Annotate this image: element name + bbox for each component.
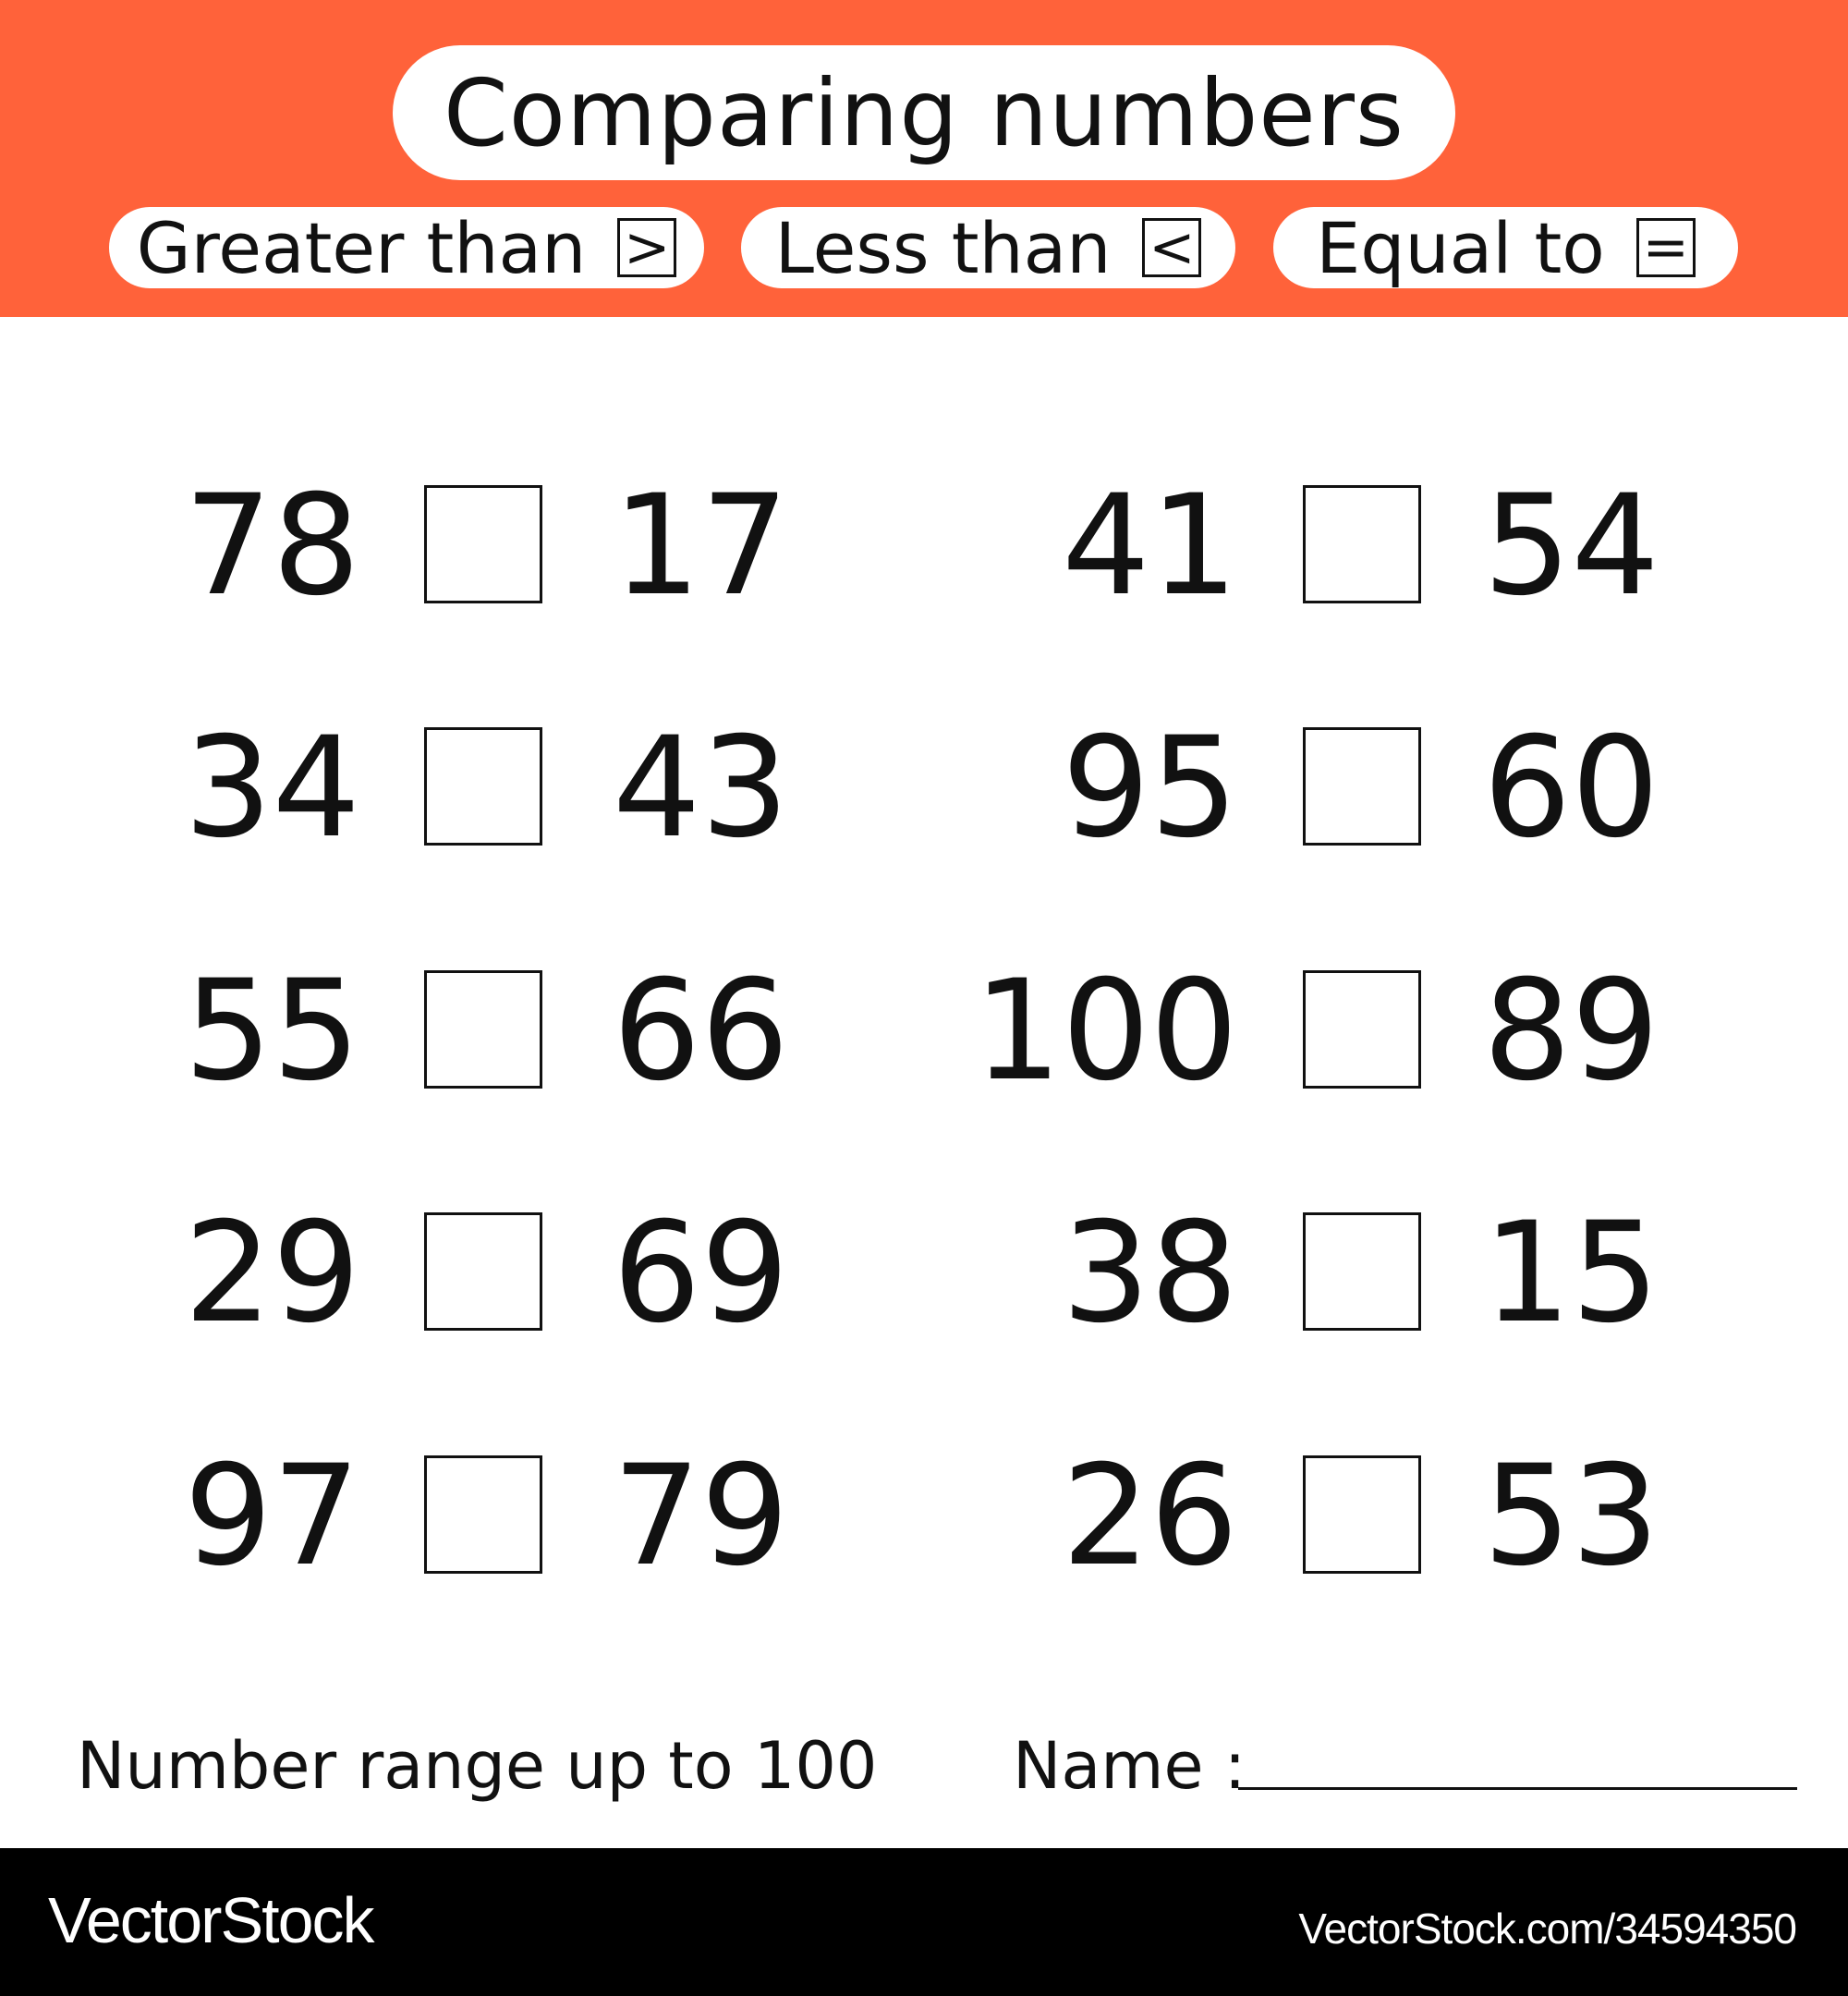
answer-box[interactable] [424,1455,542,1574]
problem-row [924,1193,1848,1354]
legend-label: Greater than [136,206,587,289]
left-number: 78 [184,466,360,627]
name-label: Name : [1013,1728,1246,1804]
problem-row [0,951,924,1112]
number-range-caption: Number range up to 100 [77,1728,878,1804]
problem-row [0,708,924,869]
left-number: 34 [184,708,360,869]
left-number: 97 [184,1436,360,1597]
name-answer-line[interactable] [1238,1787,1797,1790]
right-number: 43 [613,708,789,869]
right-number: 15 [1483,1193,1660,1354]
right-number: 69 [613,1193,789,1354]
left-number: 38 [1062,1193,1238,1354]
left-number: 95 [1062,708,1238,869]
problem-row [0,1436,924,1597]
greater-than-symbol: > [617,218,676,277]
equal-to-symbol: = [1636,218,1696,277]
title-pill [393,45,1455,180]
legend-label: Less than [774,206,1112,289]
right-number: 54 [1483,466,1660,627]
legend-greater-than [109,207,704,288]
left-number: 41 [1062,466,1238,627]
left-number: 29 [184,1193,360,1354]
right-number: 79 [613,1436,789,1597]
problem-row [924,951,1848,1112]
answer-box[interactable] [1303,970,1421,1089]
answer-box[interactable] [424,727,542,846]
left-number: 26 [1062,1436,1238,1597]
left-number: 55 [184,951,360,1112]
answer-box[interactable] [1303,727,1421,846]
problem-row [0,1193,924,1354]
legend-label: Equal to [1316,206,1605,289]
left-number: 100 [973,951,1238,1112]
problem-row [0,466,924,627]
legend-less-than [741,207,1235,288]
answer-box[interactable] [424,970,542,1089]
right-number: 17 [613,466,789,627]
answer-box[interactable] [1303,485,1421,603]
answer-box[interactable] [1303,1455,1421,1574]
header-banner [0,0,1848,317]
problem-row [924,466,1848,627]
right-number: 60 [1483,708,1660,869]
right-number: 66 [613,951,789,1112]
answer-box[interactable] [1303,1212,1421,1331]
problem-row [924,1436,1848,1597]
answer-box[interactable] [424,485,542,603]
watermark-logo: VectorStock [48,1884,373,1956]
less-than-symbol: < [1142,218,1201,277]
right-number: 53 [1483,1436,1660,1597]
problem-row [924,708,1848,869]
page-title: Comparing numbers [443,58,1405,167]
right-number: 89 [1483,951,1660,1112]
answer-box[interactable] [424,1212,542,1331]
legend-equal-to [1273,207,1738,288]
watermark-url: VectorStock.com/34594350 [1298,1905,1796,1953]
